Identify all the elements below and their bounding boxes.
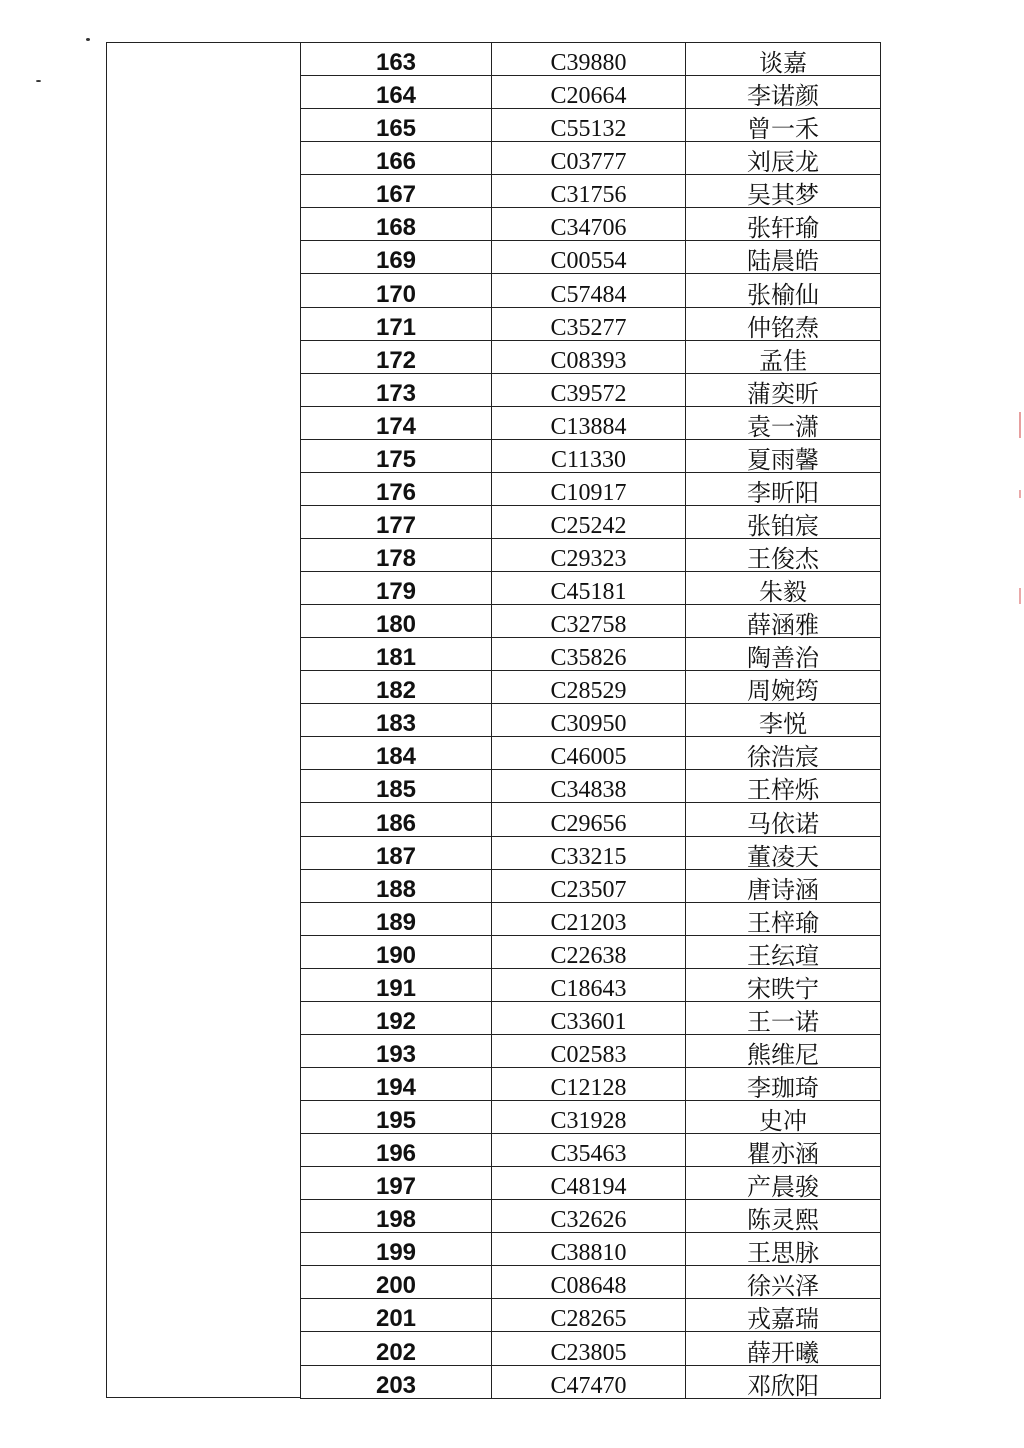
student-id-cell: C34838 <box>492 770 686 803</box>
row-number-cell: 192 <box>301 1001 492 1034</box>
student-id-cell: C55132 <box>492 109 686 142</box>
row-number-cell: 172 <box>301 340 492 373</box>
stamp-edge-mark <box>1019 412 1021 438</box>
student-name-cell: 吴其梦 <box>686 175 881 208</box>
student-id-cell: C34706 <box>492 208 686 241</box>
student-id-cell: C48194 <box>492 1167 686 1200</box>
student-name-cell: 李诺颜 <box>686 76 881 109</box>
student-id-cell: C33215 <box>492 836 686 869</box>
row-number-cell: 181 <box>301 638 492 671</box>
student-name-cell: 宋昳宁 <box>686 968 881 1001</box>
table-row <box>301 935 881 968</box>
roster-table-body <box>301 43 881 1399</box>
student-id-cell: C28529 <box>492 671 686 704</box>
row-number-cell: 178 <box>301 538 492 571</box>
student-id-cell: C13884 <box>492 406 686 439</box>
table-row <box>301 803 881 836</box>
table-row <box>301 572 881 605</box>
student-name-cell: 王俊杰 <box>686 538 881 571</box>
row-number-cell: 170 <box>301 274 492 307</box>
student-name-cell: 徐浩宸 <box>686 737 881 770</box>
student-name-cell: 蒲奕昕 <box>686 373 881 406</box>
student-id-cell: C23507 <box>492 869 686 902</box>
row-number-cell: 203 <box>301 1365 492 1398</box>
student-name-cell: 产晨骏 <box>686 1167 881 1200</box>
roster-table <box>300 42 881 1399</box>
table-row <box>301 1001 881 1034</box>
student-name-cell: 戎嘉瑞 <box>686 1299 881 1332</box>
student-name-cell: 夏雨馨 <box>686 439 881 472</box>
student-name-cell: 唐诗涵 <box>686 869 881 902</box>
row-number-cell: 191 <box>301 968 492 1001</box>
student-name-cell: 刘辰龙 <box>686 142 881 175</box>
row-number-cell: 200 <box>301 1266 492 1299</box>
table-row <box>301 43 881 76</box>
student-name-cell: 史冲 <box>686 1101 881 1134</box>
table-row <box>301 704 881 737</box>
student-name-cell: 马依诺 <box>686 803 881 836</box>
row-number-cell: 198 <box>301 1200 492 1233</box>
student-name-cell: 张榆仙 <box>686 274 881 307</box>
table-row <box>301 1332 881 1365</box>
row-number-cell: 167 <box>301 175 492 208</box>
student-name-cell: 周婉筠 <box>686 671 881 704</box>
row-number-cell: 183 <box>301 704 492 737</box>
table-row <box>301 472 881 505</box>
row-number-cell: 199 <box>301 1233 492 1266</box>
student-id-cell: C28265 <box>492 1299 686 1332</box>
row-number-cell: 164 <box>301 76 492 109</box>
student-id-cell: C02583 <box>492 1034 686 1067</box>
row-number-cell: 163 <box>301 43 492 76</box>
student-name-cell: 仲铭焘 <box>686 307 881 340</box>
table-row <box>301 1233 881 1266</box>
table-row <box>301 1266 881 1299</box>
student-name-cell: 陆晨皓 <box>686 241 881 274</box>
table-row <box>301 671 881 704</box>
student-name-cell: 王思脉 <box>686 1233 881 1266</box>
table-row <box>301 869 881 902</box>
student-name-cell: 谈嘉 <box>686 43 881 76</box>
student-id-cell: C18643 <box>492 968 686 1001</box>
table-row <box>301 373 881 406</box>
student-id-cell: C31928 <box>492 1101 686 1134</box>
table-row <box>301 1034 881 1067</box>
student-id-cell: C35826 <box>492 638 686 671</box>
student-id-cell: C39880 <box>492 43 686 76</box>
student-id-cell: C32758 <box>492 605 686 638</box>
student-id-cell: C29656 <box>492 803 686 836</box>
student-name-cell: 陶善治 <box>686 638 881 671</box>
student-name-cell: 袁一潇 <box>686 406 881 439</box>
row-number-cell: 186 <box>301 803 492 836</box>
student-id-cell: C21203 <box>492 902 686 935</box>
student-id-cell: C08393 <box>492 340 686 373</box>
table-row <box>301 175 881 208</box>
table-row <box>301 406 881 439</box>
row-number-cell: 169 <box>301 241 492 274</box>
student-id-cell: C11330 <box>492 439 686 472</box>
table-row <box>301 638 881 671</box>
student-id-cell: C57484 <box>492 274 686 307</box>
student-id-cell: C31756 <box>492 175 686 208</box>
table-row <box>301 836 881 869</box>
student-id-cell: C12128 <box>492 1067 686 1100</box>
row-number-cell: 171 <box>301 307 492 340</box>
student-id-cell: C29323 <box>492 538 686 571</box>
row-number-cell: 182 <box>301 671 492 704</box>
student-id-cell: C32626 <box>492 1200 686 1233</box>
row-number-cell: 201 <box>301 1299 492 1332</box>
row-number-cell: 179 <box>301 572 492 605</box>
row-number-cell: 197 <box>301 1167 492 1200</box>
student-id-cell: C30950 <box>492 704 686 737</box>
table-row <box>301 208 881 241</box>
table-row <box>301 439 881 472</box>
row-number-cell: 189 <box>301 902 492 935</box>
stamp-edge-mark <box>1019 588 1021 604</box>
student-name-cell: 王梓烁 <box>686 770 881 803</box>
row-number-cell: 168 <box>301 208 492 241</box>
student-id-cell: C38810 <box>492 1233 686 1266</box>
table-row <box>301 770 881 803</box>
row-number-cell: 177 <box>301 505 492 538</box>
student-name-cell: 邓欣阳 <box>686 1365 881 1398</box>
student-name-cell: 李珈琦 <box>686 1067 881 1100</box>
student-id-cell: C25242 <box>492 505 686 538</box>
table-row <box>301 142 881 175</box>
table-row <box>301 538 881 571</box>
student-name-cell: 王一诺 <box>686 1001 881 1034</box>
table-row <box>301 1101 881 1134</box>
stamp-edge-mark <box>1019 490 1021 498</box>
table-row <box>301 1067 881 1100</box>
student-id-cell: C35463 <box>492 1134 686 1167</box>
table-row <box>301 505 881 538</box>
row-number-cell: 188 <box>301 869 492 902</box>
scan-speck <box>36 80 41 82</box>
student-id-cell: C35277 <box>492 307 686 340</box>
student-name-cell: 曾一禾 <box>686 109 881 142</box>
table-row <box>301 76 881 109</box>
row-number-cell: 166 <box>301 142 492 175</box>
table-row <box>301 1299 881 1332</box>
student-name-cell: 张轩瑜 <box>686 208 881 241</box>
row-number-cell: 190 <box>301 935 492 968</box>
table-row <box>301 274 881 307</box>
student-name-cell: 董凌天 <box>686 836 881 869</box>
student-name-cell: 徐兴泽 <box>686 1266 881 1299</box>
merged-group-cell <box>106 42 300 1398</box>
table-row <box>301 968 881 1001</box>
row-number-cell: 180 <box>301 605 492 638</box>
student-id-cell: C20664 <box>492 76 686 109</box>
student-name-cell: 陈灵熙 <box>686 1200 881 1233</box>
row-number-cell: 194 <box>301 1067 492 1100</box>
table-row <box>301 902 881 935</box>
row-number-cell: 196 <box>301 1134 492 1167</box>
student-name-cell: 王梓瑜 <box>686 902 881 935</box>
row-number-cell: 184 <box>301 737 492 770</box>
student-id-cell: C03777 <box>492 142 686 175</box>
student-name-cell: 孟佳 <box>686 340 881 373</box>
student-name-cell: 瞿亦涵 <box>686 1134 881 1167</box>
student-id-cell: C39572 <box>492 373 686 406</box>
row-number-cell: 195 <box>301 1101 492 1134</box>
student-id-cell: C46005 <box>492 737 686 770</box>
student-id-cell: C47470 <box>492 1365 686 1398</box>
student-name-cell: 熊维尼 <box>686 1034 881 1067</box>
student-id-cell: C10917 <box>492 472 686 505</box>
student-id-cell: C23805 <box>492 1332 686 1365</box>
student-id-cell: C45181 <box>492 572 686 605</box>
scan-speck <box>86 38 90 41</box>
student-name-cell: 李悦 <box>686 704 881 737</box>
table-row <box>301 605 881 638</box>
row-number-cell: 193 <box>301 1034 492 1067</box>
table-row <box>301 340 881 373</box>
student-name-cell: 李昕阳 <box>686 472 881 505</box>
row-number-cell: 202 <box>301 1332 492 1365</box>
student-id-cell: C33601 <box>492 1001 686 1034</box>
table-row <box>301 1167 881 1200</box>
student-id-cell: C00554 <box>492 241 686 274</box>
table-row <box>301 241 881 274</box>
row-number-cell: 174 <box>301 406 492 439</box>
table-row <box>301 737 881 770</box>
table-row <box>301 1200 881 1233</box>
student-name-cell: 王纭瑄 <box>686 935 881 968</box>
row-number-cell: 175 <box>301 439 492 472</box>
student-id-cell: C08648 <box>492 1266 686 1299</box>
row-number-cell: 173 <box>301 373 492 406</box>
student-id-cell: C22638 <box>492 935 686 968</box>
row-number-cell: 185 <box>301 770 492 803</box>
student-name-cell: 薛开曦 <box>686 1332 881 1365</box>
student-name-cell: 张铂宸 <box>686 505 881 538</box>
table-row <box>301 109 881 142</box>
student-name-cell: 朱毅 <box>686 572 881 605</box>
row-number-cell: 165 <box>301 109 492 142</box>
row-number-cell: 176 <box>301 472 492 505</box>
table-row <box>301 307 881 340</box>
table-row <box>301 1134 881 1167</box>
student-name-cell: 薛涵雅 <box>686 605 881 638</box>
table-row <box>301 1365 881 1398</box>
row-number-cell: 187 <box>301 836 492 869</box>
